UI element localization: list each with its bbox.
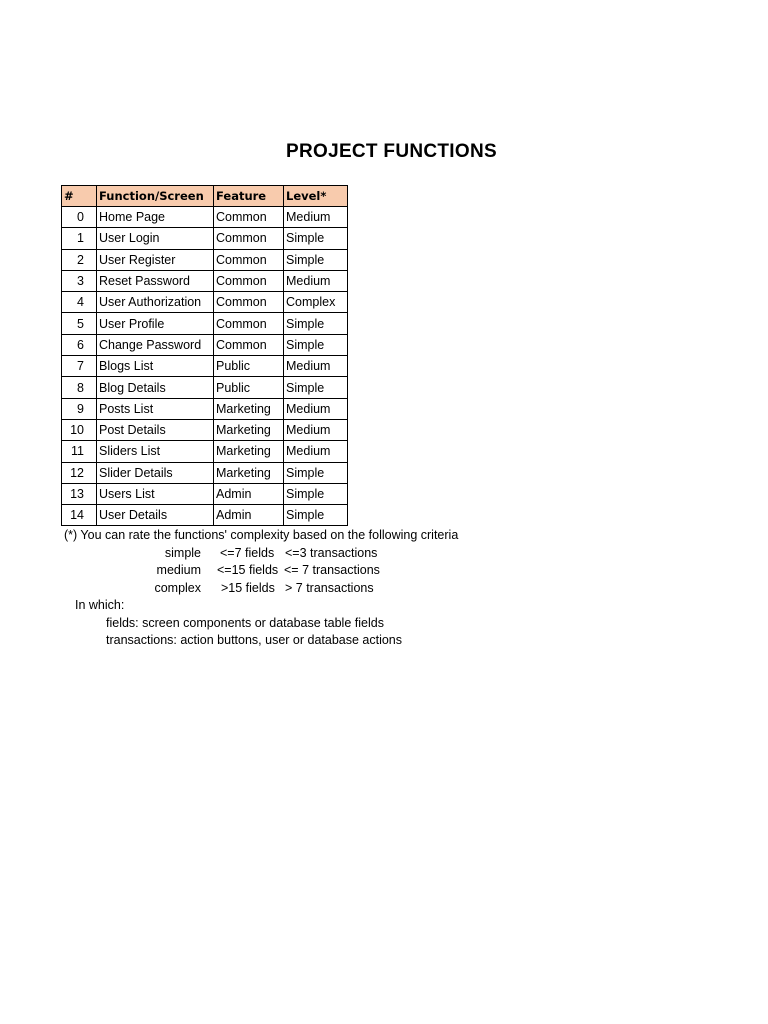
table-row xyxy=(62,505,348,526)
level-cell: Simple xyxy=(284,483,348,504)
feature-cell: Marketing xyxy=(214,462,284,483)
function-name-cell: Reset Password xyxy=(97,270,214,291)
table-row xyxy=(62,419,348,440)
level-medium-name: medium xyxy=(156,563,201,577)
table-row xyxy=(62,313,348,334)
feature-cell: Admin xyxy=(214,505,284,526)
level-cell: Simple xyxy=(284,334,348,355)
feature-cell: Admin xyxy=(214,483,284,504)
row-number-cell: 7 xyxy=(62,356,97,377)
level-cell: Medium xyxy=(284,419,348,440)
level-cell: Simple xyxy=(284,505,348,526)
function-name-cell: User Details xyxy=(97,505,214,526)
feature-cell: Marketing xyxy=(214,441,284,462)
col-header-number: # xyxy=(62,186,97,207)
page-title: PROJECT FUNCTIONS xyxy=(286,141,497,162)
level-simple-fields: <=7 fields xyxy=(220,546,275,560)
table-row xyxy=(62,292,348,313)
level-cell: Medium xyxy=(284,398,348,419)
function-name-cell: Posts List xyxy=(97,398,214,419)
feature-cell: Common xyxy=(214,270,284,291)
level-complex-fields: >15 fields xyxy=(221,581,275,595)
function-name-cell: User Register xyxy=(97,249,214,270)
row-number-cell: 12 xyxy=(62,462,97,483)
row-number-cell: 6 xyxy=(62,334,97,355)
level-cell: Medium xyxy=(284,441,348,462)
function-name-cell: Change Password xyxy=(97,334,214,355)
row-number-cell: 8 xyxy=(62,377,97,398)
level-cell: Complex xyxy=(284,292,348,313)
level-cell: Medium xyxy=(284,207,348,228)
function-name-cell: Users List xyxy=(97,483,214,504)
table-row xyxy=(62,441,348,462)
function-name-cell: User Profile xyxy=(97,313,214,334)
level-cell: Medium xyxy=(284,356,348,377)
feature-cell: Marketing xyxy=(214,398,284,419)
col-header-level: Level* xyxy=(284,186,348,207)
level-simple-transactions: <=3 transactions xyxy=(285,546,378,560)
level-complex-name: complex xyxy=(154,581,201,595)
feature-cell: Common xyxy=(214,249,284,270)
row-number-cell: 2 xyxy=(62,249,97,270)
col-header-function: Function/Screen xyxy=(97,186,214,207)
feature-cell: Public xyxy=(214,377,284,398)
function-name-cell: Blogs List xyxy=(97,356,214,377)
row-number-cell: 10 xyxy=(62,419,97,440)
row-number-cell: 4 xyxy=(62,292,97,313)
feature-cell: Common xyxy=(214,228,284,249)
table-row xyxy=(62,398,348,419)
level-cell: Medium xyxy=(284,270,348,291)
row-number-cell: 5 xyxy=(62,313,97,334)
table-row xyxy=(62,249,348,270)
table-header-row xyxy=(62,186,348,207)
level-cell: Simple xyxy=(284,228,348,249)
function-name-cell: User Authorization xyxy=(97,292,214,313)
feature-cell: Common xyxy=(214,313,284,334)
function-name-cell: Blog Details xyxy=(97,377,214,398)
row-number-cell: 9 xyxy=(62,398,97,419)
table-row xyxy=(62,377,348,398)
feature-cell: Common xyxy=(214,334,284,355)
function-name-cell: Home Page xyxy=(97,207,214,228)
level-simple-name: simple xyxy=(164,546,201,560)
in-which-label: In which: xyxy=(75,598,125,612)
table-row xyxy=(62,270,348,291)
function-name-cell: Sliders List xyxy=(97,441,214,462)
table-row xyxy=(62,483,348,504)
function-name-cell: Post Details xyxy=(97,419,214,440)
fields-definition: fields: screen components or database table fields xyxy=(106,616,384,630)
table-row xyxy=(62,334,348,355)
row-number-cell: 14 xyxy=(62,505,97,526)
level-cell: Simple xyxy=(284,377,348,398)
table-row xyxy=(62,207,348,228)
feature-cell: Common xyxy=(214,292,284,313)
row-number-cell: 13 xyxy=(62,483,97,504)
complexity-note: (*) You can rate the functions' complexity based on the following criteria xyxy=(64,528,459,542)
row-number-cell: 1 xyxy=(62,228,97,249)
functions-table xyxy=(61,185,348,526)
col-header-feature: Feature xyxy=(214,186,284,207)
function-name-cell: Slider Details xyxy=(97,462,214,483)
transactions-definition: transactions: action buttons, user or database actions xyxy=(106,633,403,647)
table-row xyxy=(62,462,348,483)
feature-cell: Public xyxy=(214,356,284,377)
table-row xyxy=(62,356,348,377)
level-complex-transactions: > 7 transactions xyxy=(285,581,374,595)
feature-cell: Marketing xyxy=(214,419,284,440)
level-medium-fields: <=15 fields xyxy=(217,563,279,577)
level-cell: Simple xyxy=(284,313,348,334)
function-name-cell: User Login xyxy=(97,228,214,249)
feature-cell: Common xyxy=(214,207,284,228)
level-medium-transactions: <= 7 transactions xyxy=(284,563,380,577)
row-number-cell: 0 xyxy=(62,207,97,228)
level-cell: Simple xyxy=(284,462,348,483)
table-row xyxy=(62,228,348,249)
row-number-cell: 3 xyxy=(62,270,97,291)
level-cell: Simple xyxy=(284,249,348,270)
row-number-cell: 11 xyxy=(62,441,97,462)
